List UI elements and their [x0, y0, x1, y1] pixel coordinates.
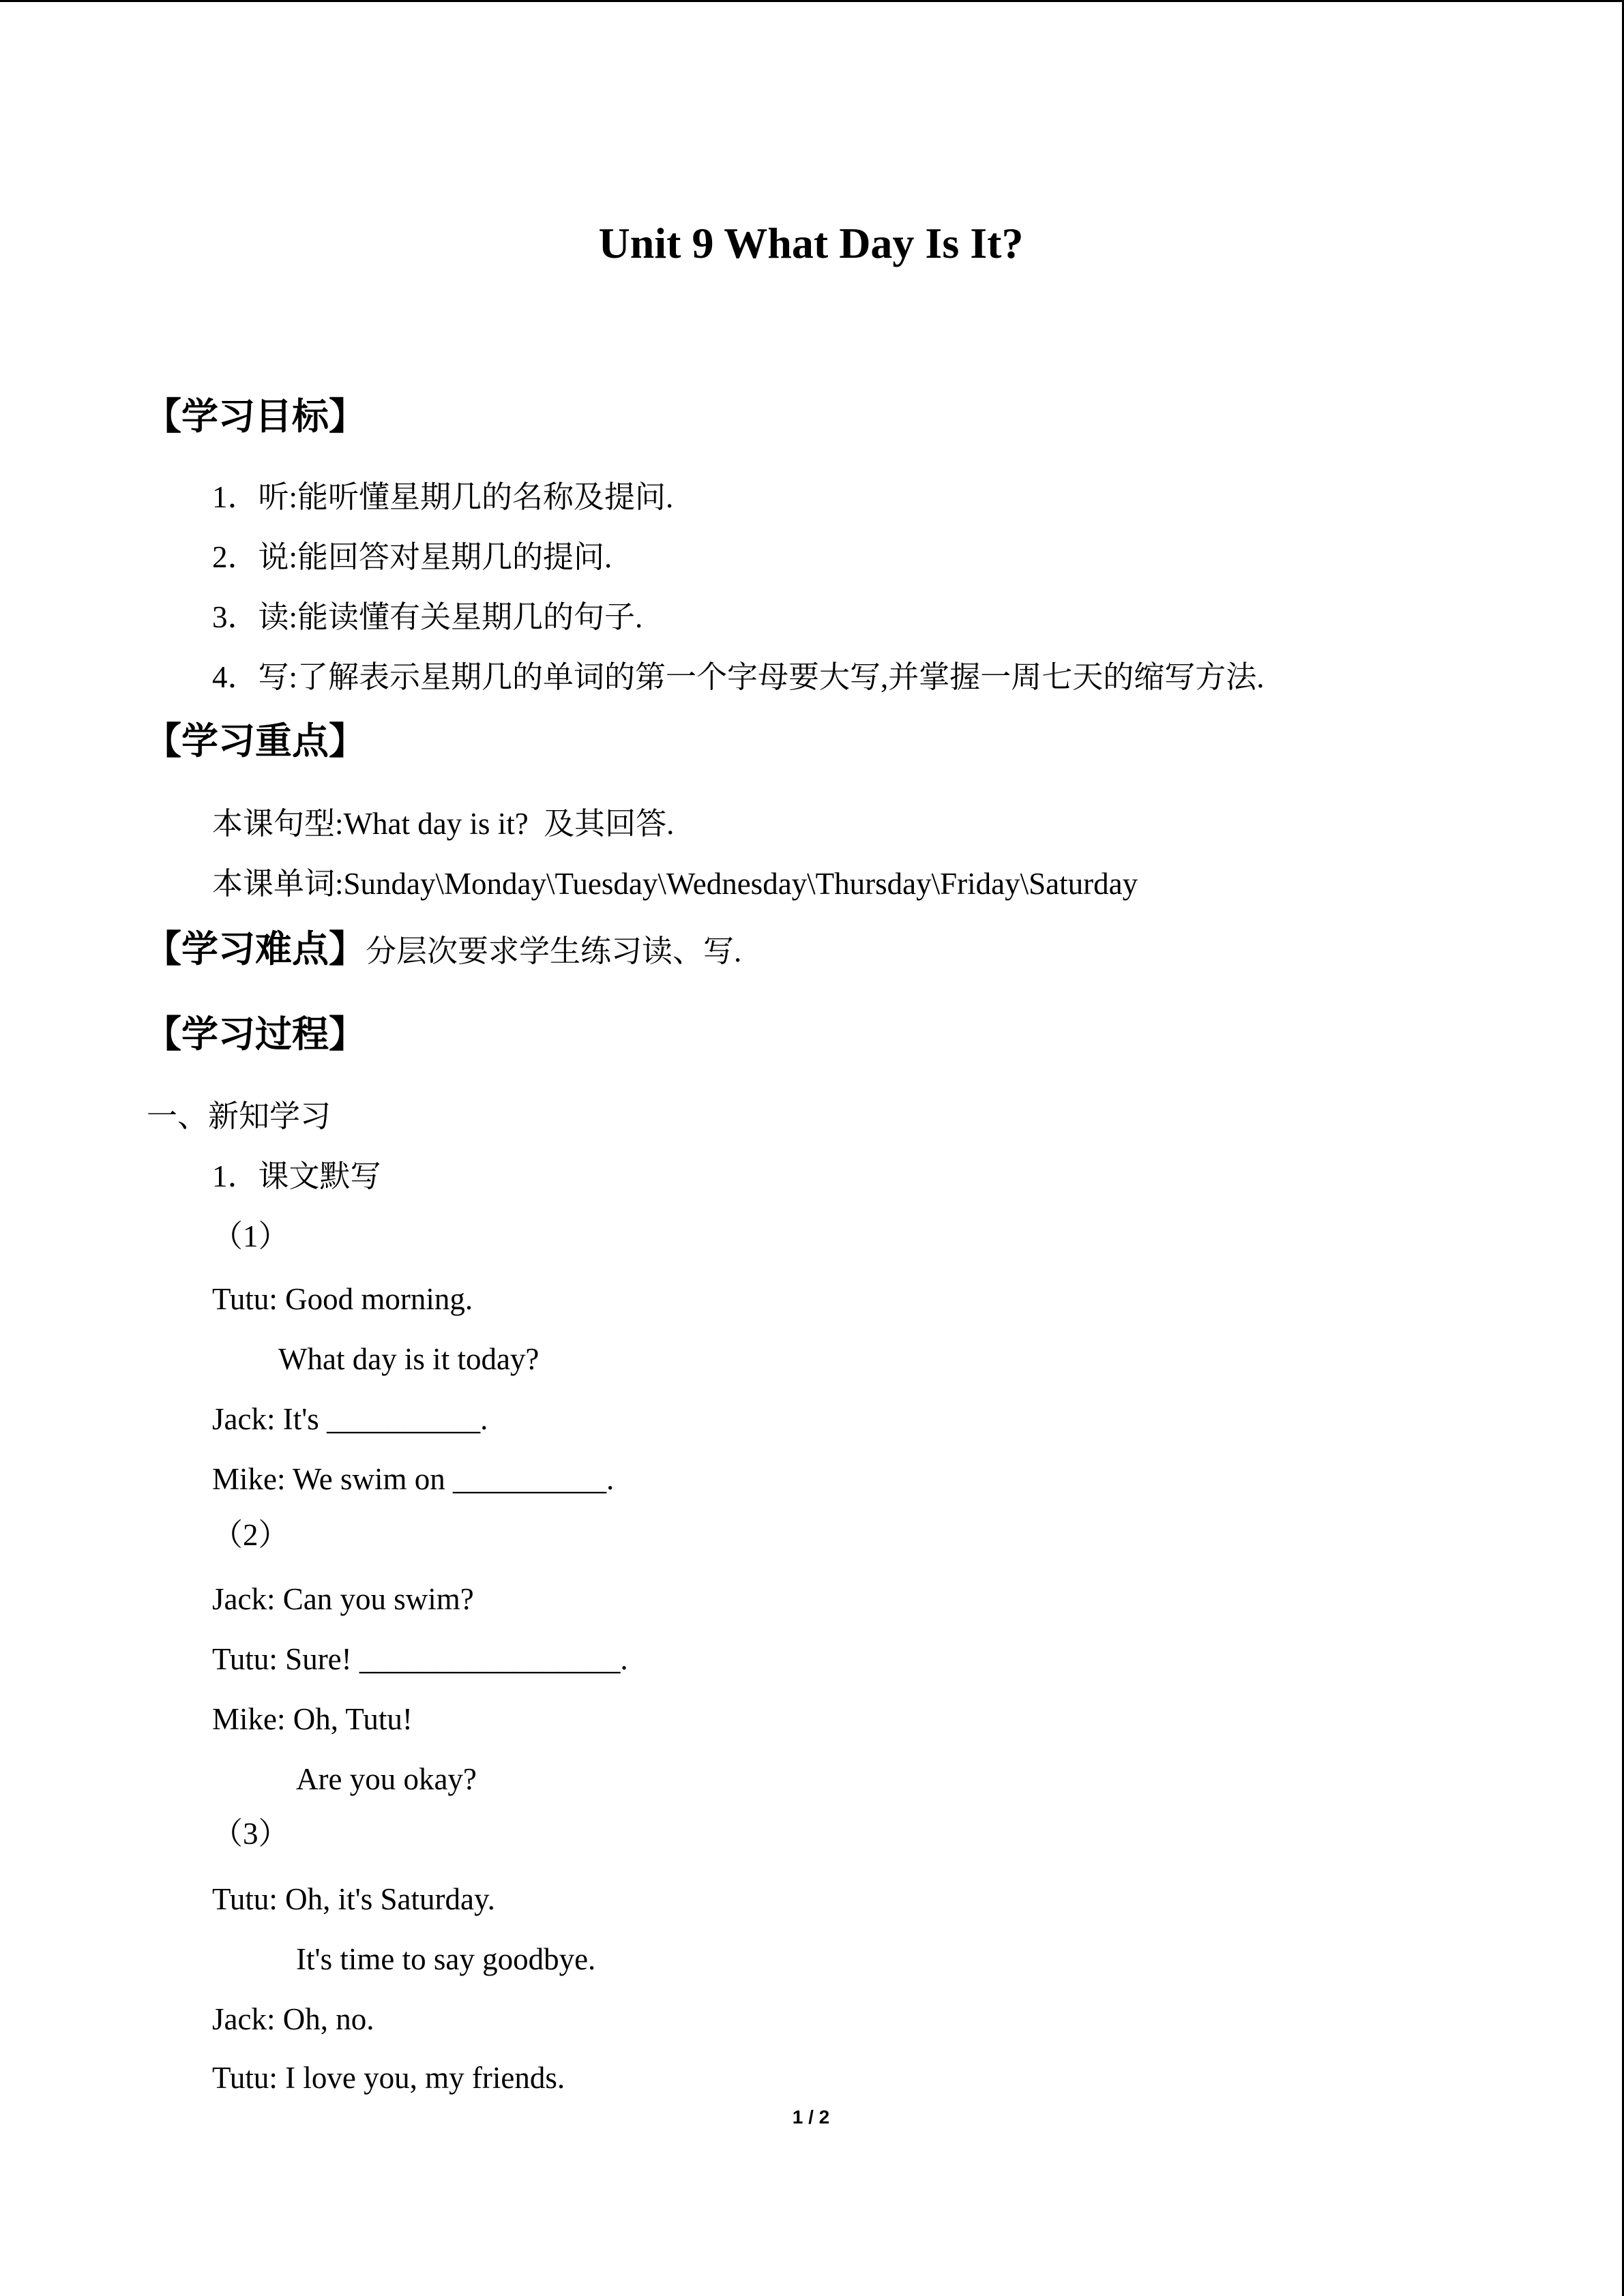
dialogue-line: Tutu: Oh, it's Saturday. — [212, 1882, 495, 1916]
dialogue-line: Are you okay? — [296, 1762, 477, 1796]
process-task-title: 1．课文默写 — [212, 1159, 381, 1193]
dialogue-line: Jack: Oh, no. — [212, 2002, 374, 2036]
key-words: 本课单词:Sunday\Monday\Tuesday\Wednesday\Thursday\Friday\Saturday — [212, 867, 1138, 901]
difficulty-line — [145, 925, 741, 973]
dialogue-line: Tutu: Sure! _________________. — [212, 1642, 628, 1676]
difficulty-text: 分层次要求学生练习读、写. — [366, 934, 742, 968]
goal-item: 1．听:能听懂星期几的名称及提问. — [212, 480, 674, 514]
key-points-heading: 【学习重点】 — [145, 719, 366, 762]
dialogue-line: Mike: Oh, Tutu! — [212, 1702, 413, 1736]
page-title: Unit 9 What Day Is It? — [598, 219, 1024, 267]
page-number: 1 / 2 — [792, 2106, 830, 2128]
difficulty-heading: 【学习难点】 — [145, 927, 366, 970]
process-heading: 【学习过程】 — [145, 1013, 366, 1056]
dialogue-label: （2） — [212, 1518, 289, 1552]
goals-heading: 【学习目标】 — [145, 395, 366, 438]
goal-item: 2．说:能回答对星期几的提问. — [212, 540, 612, 574]
goal-item: 3．读:能读懂有关星期几的句子. — [212, 600, 643, 634]
process-part-title: 一、新知学习 — [147, 1099, 331, 1133]
dialogue-line: Tutu: Good morning. — [212, 1282, 473, 1316]
dialogue-line: It's time to say goodbye. — [296, 1942, 596, 1976]
dialogue-label: （1） — [212, 1219, 289, 1253]
dialogue-line: Tutu: I love you, my friends. — [212, 2061, 565, 2095]
dialogue-line: Jack: Can you swim? — [212, 1582, 474, 1616]
dialogue-line: Mike: We swim on __________. — [212, 1462, 615, 1496]
dialogue-line: Jack: It's __________. — [212, 1402, 488, 1436]
goal-item: 4．写:了解表示星期几的单词的第一个字母要大写,并掌握一周七天的缩写方法. — [212, 660, 1265, 694]
dialogue-label: （3） — [212, 1817, 289, 1851]
key-sentence: 本课句型:What day is it? 及其回答. — [212, 807, 675, 841]
dialogue-line: What day is it today? — [278, 1342, 540, 1376]
